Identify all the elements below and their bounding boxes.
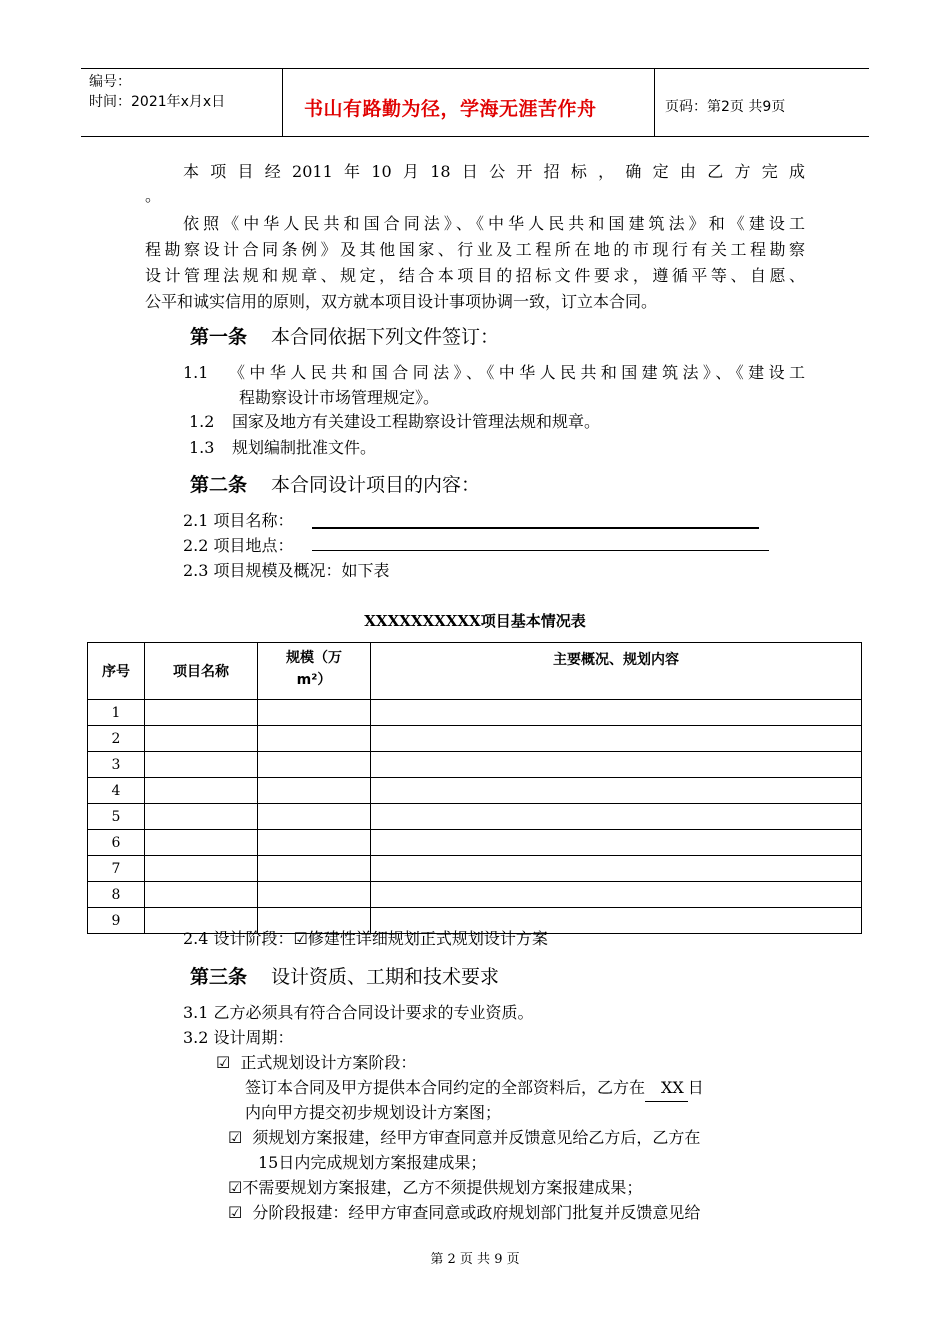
project-name-label: 2.1 项目名称： [183, 511, 294, 530]
table-row [88, 830, 862, 856]
checkbox-checked-icon[interactable]: ☑ [228, 1203, 243, 1222]
cell[interactable] [145, 830, 258, 856]
table-title [0, 610, 950, 631]
cell[interactable] [145, 778, 258, 804]
col-header-name: 项目名称 [145, 643, 258, 700]
cell[interactable] [371, 752, 862, 778]
item-number: 1.2 [189, 412, 215, 431]
cell[interactable] [145, 700, 258, 726]
item-text: 规划编制批准文件。 [232, 438, 377, 457]
article-1-number: 第一条 [190, 326, 248, 348]
item-number: 1.3 [189, 438, 215, 457]
article-3-number: 第三条 [190, 966, 248, 988]
row-index: 8 [88, 882, 145, 908]
header-divider [282, 69, 283, 136]
cell[interactable] [258, 778, 371, 804]
cell[interactable] [258, 804, 371, 830]
col-header-overview: 主要概况、规划内容 [371, 643, 862, 700]
cell[interactable] [371, 778, 862, 804]
option-text: 不需要规划方案报建，乙方不须提供规划方案报建成果； [242, 1178, 643, 1197]
stage-text-c: 内向甲方提交初步规划设计方案图； [245, 1103, 502, 1122]
table-row [88, 700, 862, 726]
intro-para-line: 设计管理法规和规章、规定，结合本项目的招标文件要求，遵循平等、自愿、 [145, 266, 805, 285]
cell[interactable] [371, 856, 862, 882]
cell[interactable] [145, 882, 258, 908]
article-3-title: 设计资质、工期和技术要求 [271, 966, 500, 988]
row-index: 1 [88, 700, 145, 726]
checkbox-checked-icon[interactable]: ☑ [228, 1178, 243, 1197]
cell[interactable] [258, 700, 371, 726]
cell[interactable] [258, 856, 371, 882]
row-index: 4 [88, 778, 145, 804]
row-index: 6 [88, 830, 145, 856]
table-row [88, 856, 862, 882]
item-text-cont: 程勘察设计市场管理规定》。 [239, 388, 440, 407]
intro-para-line: 依照《中华人民共和国合同法》、《中华人民共和国建筑法》和《建设工 [183, 214, 805, 233]
table-row [88, 882, 862, 908]
project-name-field[interactable] [312, 527, 759, 529]
row-index: 3 [88, 752, 145, 778]
article-2-number: 第二条 [190, 474, 248, 496]
cell[interactable] [145, 856, 258, 882]
cell[interactable] [371, 804, 862, 830]
cell[interactable] [258, 882, 371, 908]
article-2-heading [190, 470, 480, 497]
row-index: 5 [88, 804, 145, 830]
stage-row [216, 1050, 416, 1076]
cell[interactable] [371, 882, 862, 908]
intro-line1-end: 。 [145, 186, 162, 205]
option-staged-report [228, 1200, 700, 1226]
table-row [88, 752, 862, 778]
stage-text-a: 签订本合同及甲方提供本合同约定的全部资料后，乙方在 [245, 1078, 646, 1097]
option-report-required [228, 1125, 700, 1151]
option-text-cont: 15日内完成规划方案报建成果； [258, 1153, 487, 1172]
checkbox-checked-icon[interactable]: ☑ [228, 1128, 243, 1147]
cell[interactable] [258, 830, 371, 856]
row-index: 7 [88, 856, 145, 882]
time-label: 时间：2021年x月x日 [89, 94, 226, 110]
project-info-table [87, 642, 862, 934]
article-1-title: 本合同依据下列文件签订： [271, 326, 500, 348]
item-text: 国家及地方有关建设工程勘察设计管理法规和规章。 [232, 412, 601, 431]
intro-para-line: 公平和诚实信用的原则，双方就本项目设计事项协调一致，订立本合同。 [145, 292, 658, 311]
cell[interactable] [258, 752, 371, 778]
item-text: 《中华人民共和国合同法》、《中华人民共和国建筑法》、《建设工 [229, 363, 805, 382]
header-motto: 书山有路勤为径，学海无涯苦作舟 [304, 98, 597, 120]
project-scale-label: 2.3 项目规模及概况：如下表 [183, 561, 390, 580]
page-footer: 第 2 页 共 9 页 [430, 1252, 520, 1267]
article-2-title: 本合同设计项目的内容： [271, 474, 481, 496]
project-location-field[interactable] [312, 550, 769, 551]
col-header-scale-line1: 规模（万 [286, 650, 342, 666]
intro-para-line: 程勘察设计合同条例》及其他国家、行业及工程所在地的市现行有关工程勘察 [145, 240, 805, 259]
item-number: 1.1 [183, 363, 209, 382]
intro-line1: 本项目经2011年10月18日公开招标，确定由乙方完成 [183, 162, 805, 181]
table-title-prefix: XXXXXXXXXX [364, 612, 481, 630]
table-row [88, 778, 862, 804]
row-index: 9 [88, 908, 145, 934]
option-text: 须规划方案报建，经甲方审查同意并反馈意见给乙方后，乙方在 [252, 1128, 701, 1147]
option-no-report [228, 1175, 642, 1201]
qualification-item: 3.1 乙方必须具有符合合同设计要求的专业资质。 [183, 1003, 534, 1022]
stage-text-b: 日 [687, 1078, 704, 1097]
stage-days-blank[interactable]: XX [645, 1075, 688, 1102]
option-text: 分阶段报建：经甲方审查同意或政府规划部门批复并反馈意见给 [252, 1203, 701, 1222]
cell[interactable] [371, 830, 862, 856]
header-page-number: 页码：第2页 共9页 [665, 99, 786, 115]
table-row [88, 726, 862, 752]
design-stage-line: 2.4 设计阶段：☑修建性详细规划正式规划设计方案 [183, 929, 548, 948]
stage-text [245, 1075, 704, 1102]
table-title-suffix: 项目基本情况表 [480, 612, 586, 630]
design-period-label: 3.2 设计周期： [183, 1028, 294, 1047]
table-header-row [88, 643, 862, 700]
header-divider [654, 69, 655, 136]
col-header-index: 序号 [88, 643, 145, 700]
doc-number-label: 编号： [89, 74, 131, 90]
article-3-heading [190, 962, 499, 989]
col-header-scale-line2: m²） [296, 672, 332, 688]
row-index: 2 [88, 726, 145, 752]
project-location-label: 2.2 项目地点： [183, 536, 294, 555]
cell[interactable] [371, 700, 862, 726]
cell[interactable] [145, 804, 258, 830]
cell[interactable] [145, 752, 258, 778]
cell[interactable] [371, 726, 862, 752]
article-1-heading [190, 322, 499, 349]
cell[interactable] [258, 726, 371, 752]
stage-label: 正式规划设计方案阶段： [240, 1053, 417, 1072]
col-header-scale [258, 643, 371, 700]
cell[interactable] [145, 726, 258, 752]
checkbox-checked-icon[interactable]: ☑ [216, 1053, 231, 1072]
table-row [88, 804, 862, 830]
